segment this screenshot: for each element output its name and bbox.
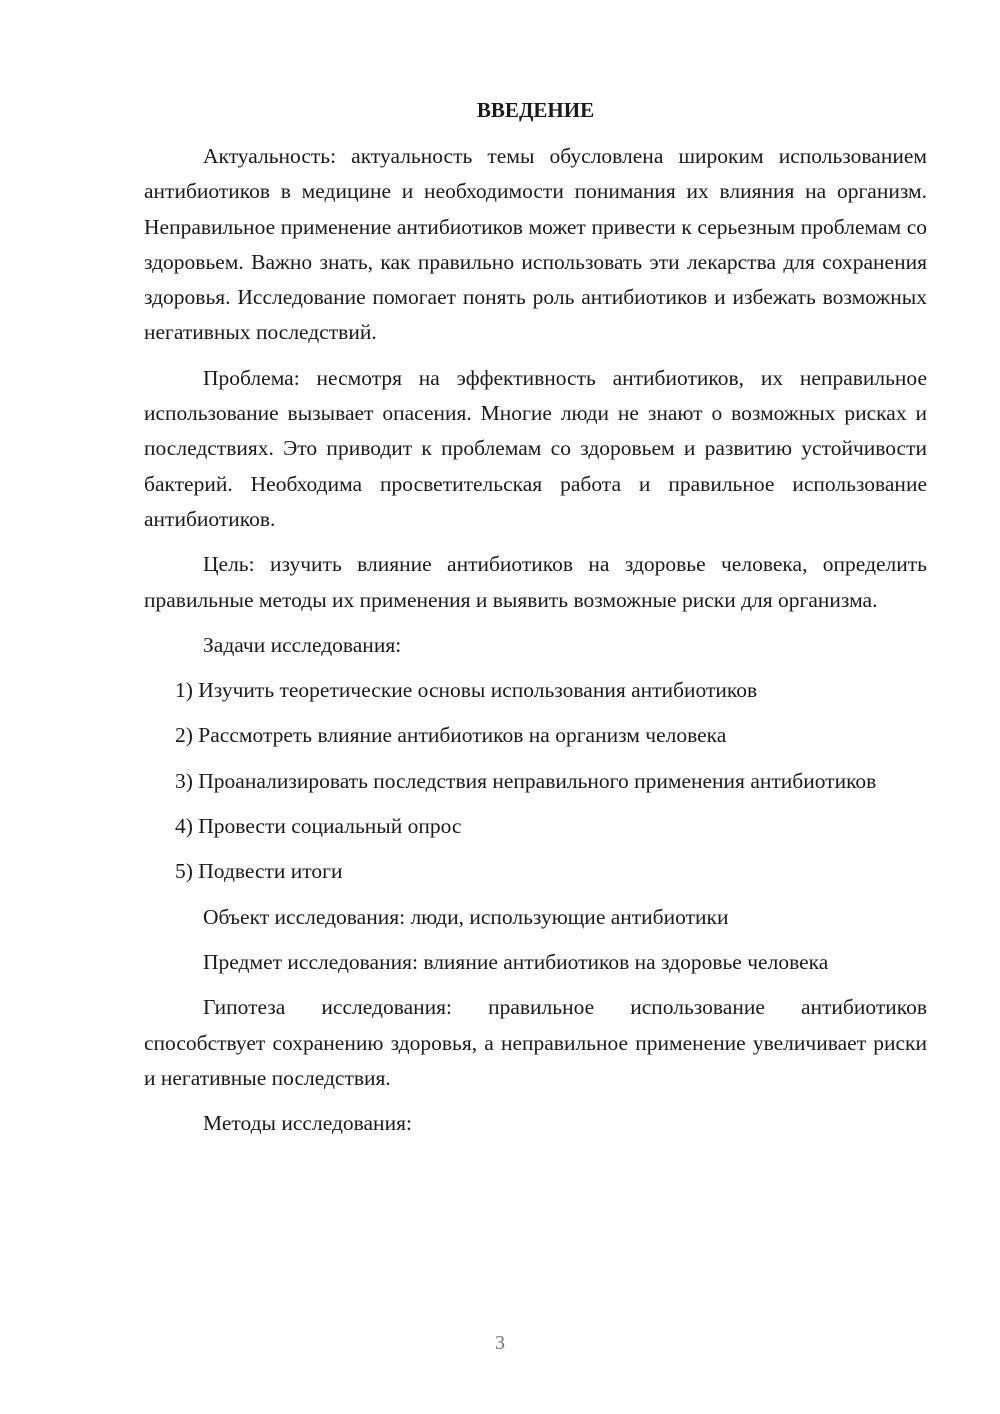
relevance-paragraph: Актуальность: актуальность темы обусловлена широким использованием антибиотиков в медицине и необходимости понимания их влияния на организм. Неправильное применение антибиотиков может привести к серьезным проблемам со здоровьем. Важно знать, как правильно использовать эти лекарства для сохранения здоровья. Исследование помогает понять роль антибиотиков и избежать возможных негативных последствий. xyxy=(144,144,927,345)
goal-paragraph: Цель: изучить влияние антибиотиков на здоровье человека, определить правильные методы их применения и выявить возможные риски для организма. xyxy=(144,552,927,612)
tasks-heading: Задачи исследования: xyxy=(203,632,402,657)
research-methods: Методы исследования: xyxy=(203,1111,412,1136)
task-item-2: 2) Рассмотреть влияние антибиотиков на организм человека xyxy=(175,723,727,748)
research-hypothesis: Гипотеза исследования: правильное использование антибиотиков способствует сохранению здоровья, а неправильное применение увеличивает риски и негативные последствия. xyxy=(144,995,927,1090)
task-item-5: 5) Подвести итоги xyxy=(175,859,343,884)
task-item-1: 1) Изучить теоретические основы использования антибиотиков xyxy=(175,678,758,703)
problem-paragraph: Проблема: несмотря на эффективность антибиотиков, их неправильное использование вызывает опасения. Многие люди не знают о возможных рисках и последствиях. Это приводит к проблемам со здоровьем и развитию устойчивости бактерий. Необходима просветительская работа и правильное использование антибиотиков. xyxy=(144,365,927,531)
research-object: Объект исследования: люди, использующие антибиотики xyxy=(203,904,729,929)
document-page xyxy=(144,93,927,1151)
task-item-4: 4) Провести социальный опрос xyxy=(175,814,462,839)
page-number: 3 xyxy=(495,1332,505,1354)
research-subject: Предмет исследования: влияние антибиотиков на здоровье человека xyxy=(203,949,829,974)
section-title: ВВЕДЕНИЕ xyxy=(476,98,595,122)
task-item-3: 3) Проанализировать последствия неправильного применения антибиотиков xyxy=(175,768,877,793)
